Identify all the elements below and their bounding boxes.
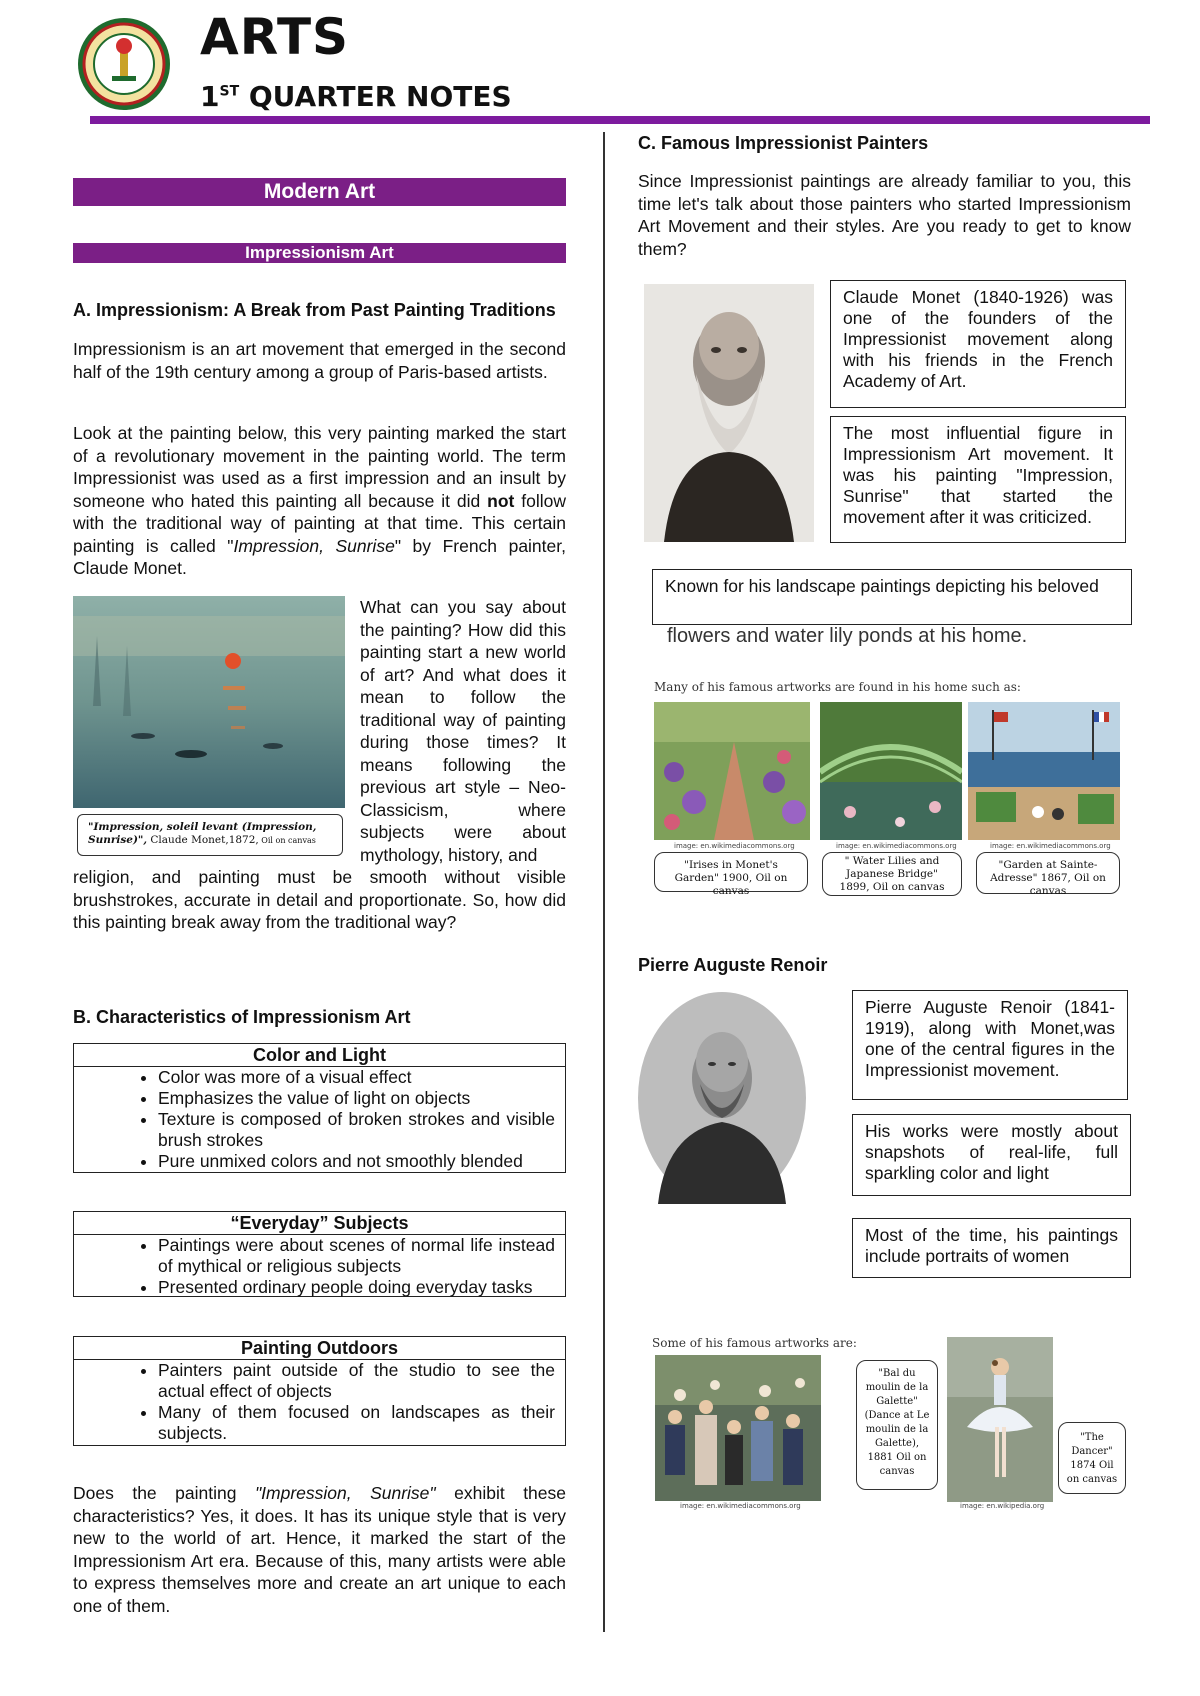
impression-sunrise-painting <box>73 596 345 808</box>
bal-du-moulin-caption: "Bal du moulin de la Galette" (Dance at Le moulin de la Galette), 1881 Oil on canvas <box>856 1360 938 1490</box>
monet-info-box-3: Known for his landscape paintings depicting his beloved <box>652 569 1132 625</box>
section-a-paragraph-2: Look at the painting below, this very painting marked the start of a revolutionary movement in the painting world. The term Impressionist was used as a first impression and an insult by someone who hated this painting all because it did not follow with the traditional way of painting at that time. This certain painting is called "Impression, Sunrise" by French painter, Claude Monet. <box>73 423 566 578</box>
the-dancer-caption: "The Dancer" 1874 Oil on canvas <box>1058 1422 1126 1494</box>
section-a-paragraph-1: Impressionism is an art movement that emerged in the second half of the 19th century among a group of Paris-based artists. <box>73 339 566 382</box>
impression-sunrise-caption: "Impression, soleil levant (Impression, Sunrise)", Claude Monet,1872, Oil on canvas <box>77 814 343 856</box>
section-a-paragraph-3-continued: religion, and painting must be smooth without visible brushstrokes, accurate in detail and proportionate. So, how did this painting break away from the traditional way? <box>73 867 566 932</box>
renoir-info-box-2: His works were mostly about snapshots of real-life, full sparkling color and light <box>852 1114 1131 1196</box>
renoir-portrait <box>638 992 806 1204</box>
image-credit: image: en.wikimediacommons.org <box>674 842 795 850</box>
list-item: • Paintings were about scenes of normal life instead of mythical or religious subjects <box>158 1235 555 1277</box>
image-credit: image: en.wikimediacommons.org <box>680 1502 801 1510</box>
list-item: • Presented ordinary people doing everyday tasks <box>158 1277 555 1298</box>
table-header: “Everyday” Subjects <box>74 1212 565 1235</box>
section-b-title: B. Characteristics of Impressionism Art <box>73 1007 411 1027</box>
table-header: Painting Outdoors <box>74 1337 565 1360</box>
banner-impressionism-art: Impressionism Art <box>73 243 566 263</box>
section-c-title: C. Famous Impressionist Painters <box>638 133 929 153</box>
school-seal-logo <box>76 16 172 112</box>
page-title: ARTS <box>200 8 350 66</box>
irises-painting <box>654 702 810 840</box>
claude-monet-photo <box>644 284 814 542</box>
section-a-paragraph-3: What can you say about the painting? How did this painting start a new world of art? And what does it mean to follow the traditional way of painting during those times? It means following the previous art style – Neo-Classicism, where subjects were about mythology, history, and <box>360 597 566 865</box>
water-lilies-painting <box>820 702 962 840</box>
section-b-conclusion: Does the painting "Impression, Sunrise" exhibit these characteristics? Yes, it does. It has its unique style that is very new to the world of art. Hence, it marked the start of the Impressionism Art era. Because of this, many artists were able to express themselves more and create an art unique to each one of them. <box>73 1483 567 1616</box>
header-rule <box>90 116 1150 124</box>
renoir-works-intro: Some of his famous artworks are: <box>652 1336 857 1350</box>
garden-sainte-adresse-caption: "Garden at Sainte-Adresse" 1867, Oil on canvas <box>976 852 1120 894</box>
list-item: • Painters paint outside of the studio to see the actual effect of objects <box>158 1360 555 1402</box>
renoir-title: Pierre Auguste Renoir <box>638 955 828 975</box>
bal-du-moulin-painting <box>655 1355 821 1501</box>
list-item: • Color was more of a visual effect <box>158 1067 555 1088</box>
monet-info-box-3-overflow: flowers and water lily ponds at his home. <box>667 625 1028 647</box>
list-item: • Many of them focused on landscapes as their subjects. <box>158 1402 555 1444</box>
garden-sainte-adresse-painting <box>968 702 1120 840</box>
image-credit: image: en.wikimediacommons.org <box>990 842 1111 850</box>
banner-modern-art: Modern Art <box>73 178 566 206</box>
page-subtitle: 1ST QUARTER NOTES <box>200 80 512 113</box>
image-credit: image: en.wikimediacommons.org <box>836 842 957 850</box>
monet-info-box-1: Claude Monet (1840-1926) was one of the founders of the Impressionist movement along with his friends in the French Academy of Art. <box>830 280 1126 408</box>
water-lilies-caption: " Water Lilies and Japanese Bridge" 1899, Oil on canvas <box>822 852 962 896</box>
monet-info-box-2: The most influential figure in Impressionism Art movement. It was his painting "Impression, Sunrise" that started the movement after it was criticized. <box>830 416 1126 543</box>
table-header: Color and Light <box>74 1044 565 1067</box>
irises-caption: "Irises in Monet's Garden" 1900, Oil on canvas <box>654 852 808 892</box>
table-color-and-light <box>73 1043 566 1173</box>
list-item: • Texture is composed of broken strokes and visible brush strokes <box>158 1109 555 1151</box>
monet-works-intro: Many of his famous artworks are found in his home such as: <box>654 680 1021 694</box>
section-a-title: A. Impressionism: A Break from Past Painting Traditions <box>73 300 556 320</box>
list-item: • Pure unmixed colors and not smoothly blended <box>158 1151 555 1172</box>
table-everyday-subjects <box>73 1211 566 1297</box>
renoir-info-box-1: Pierre Auguste Renoir (1841-1919), along with Monet,was one of the central figures in the Impressionist movement. <box>852 990 1128 1100</box>
the-dancer-painting <box>947 1337 1053 1502</box>
column-divider <box>603 132 605 1632</box>
section-c-paragraph: Since Impressionist paintings are already familiar to you, this time let's talk about those painters who started Impressionism Art Movement and their styles. Are you ready to get to know them? <box>638 171 1131 259</box>
image-credit: image: en.wikipedia.org <box>960 1502 1045 1510</box>
table-painting-outdoors <box>73 1336 566 1446</box>
renoir-info-box-3: Most of the time, his paintings include portraits of women <box>852 1218 1131 1278</box>
list-item: • Emphasizes the value of light on objects <box>158 1088 555 1109</box>
